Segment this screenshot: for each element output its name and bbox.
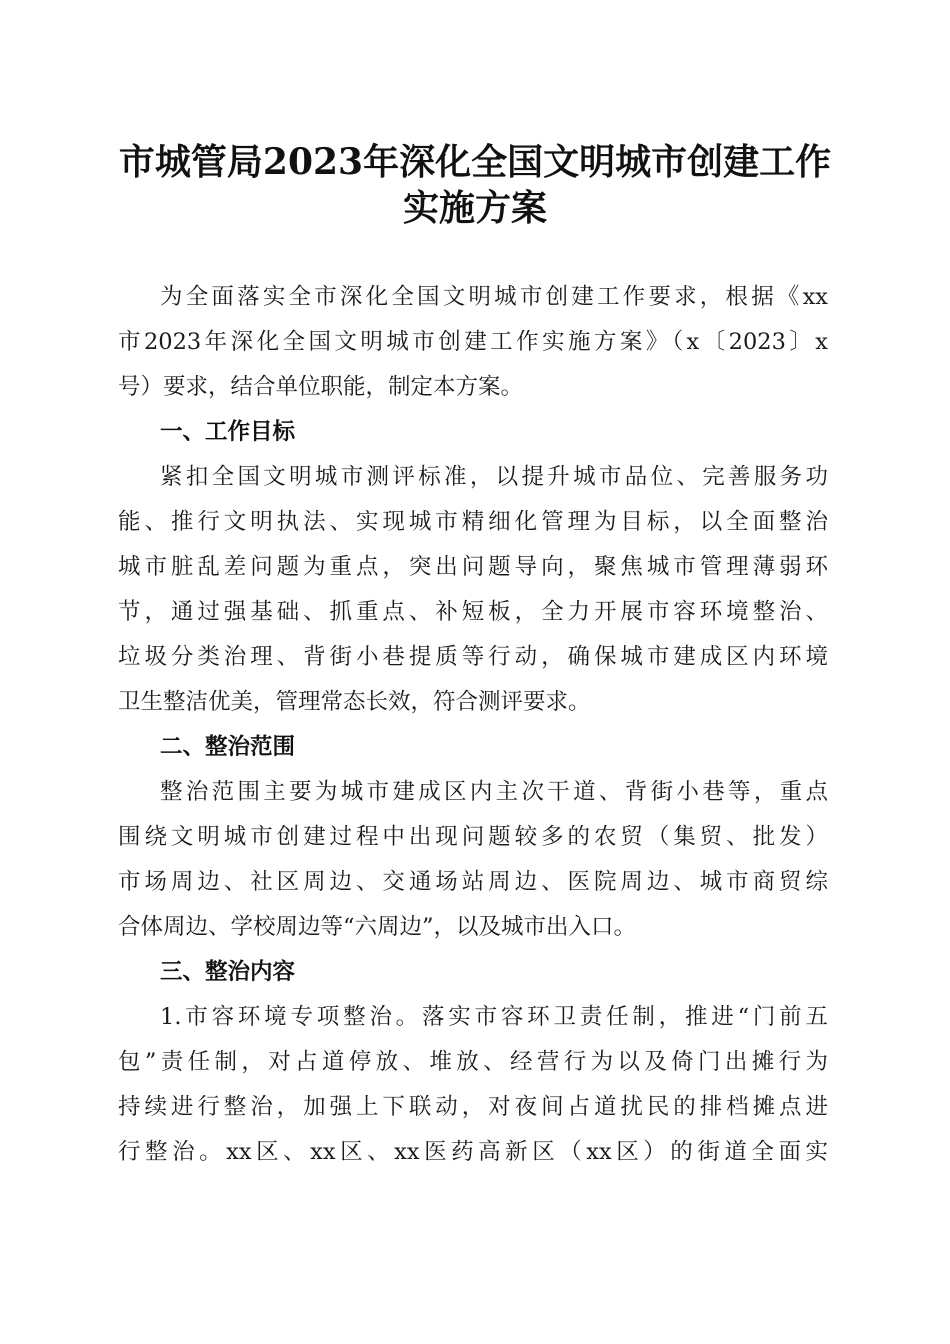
paragraph-line: 包”责任制，对占道停放、堆放、经营行为以及倚门出摊行为	[118, 1049, 828, 1075]
paragraph-line: 持续进行整治，加强上下联动，对夜间占道扰民的排档摊点进	[118, 1094, 828, 1120]
paragraph-line: 围绕文明城市创建过程中出现问题较多的农贸（集贸、批发）	[118, 824, 828, 850]
section-heading-content: 三、整治内容	[160, 959, 296, 985]
paragraph-line: 节，通过强基础、抓重点、补短板，全力开展市容环境整治、	[118, 599, 828, 625]
intro-line: 为全面落实全市深化全国文明城市创建工作要求，根据《xx	[160, 284, 828, 310]
paragraph-line: 整治范围主要为城市建成区内主次干道、背街小巷等，重点	[160, 779, 828, 805]
paragraph-line: 紧扣全国文明城市测评标准，以提升城市品位、完善服务功	[160, 464, 828, 490]
section-heading-goals: 一、工作目标	[160, 419, 296, 445]
paragraph-line: 卫生整洁优美，管理常态长效，符合测评要求。	[118, 689, 591, 715]
intro-line: 号）要求，结合单位职能，制定本方案。	[118, 374, 524, 400]
paragraph-line: 能、推行文明执法、实现城市精细化管理为目标，以全面整治	[118, 509, 828, 535]
intro-line: 市2023年深化全国文明城市创建工作实施方案》（x〔2023〕x	[118, 329, 828, 355]
document-title-line-1: 市城管局2023年深化全国文明城市创建工作	[118, 141, 832, 183]
section-heading-scope: 二、整治范围	[160, 734, 296, 760]
document-title-line-2: 实施方案	[402, 187, 547, 229]
paragraph-line: 合体周边、学校周边等“六周边”，以及城市出入口。	[118, 914, 637, 940]
paragraph-line: 1.市容环境专项整治。落实市容环卫责任制，推进“门前五	[160, 1004, 828, 1030]
paragraph-line: 行整治。xx区、xx区、xx医药高新区（xx区）的街道全面实	[118, 1139, 828, 1165]
paragraph-line: 市场周边、社区周边、交通场站周边、医院周边、城市商贸综	[118, 869, 828, 895]
paragraph-line: 垃圾分类治理、背街小巷提质等行动，确保城市建成区内环境	[118, 644, 828, 670]
paragraph-line: 城市脏乱差问题为重点，突出问题导向，聚焦城市管理薄弱环	[118, 554, 828, 580]
